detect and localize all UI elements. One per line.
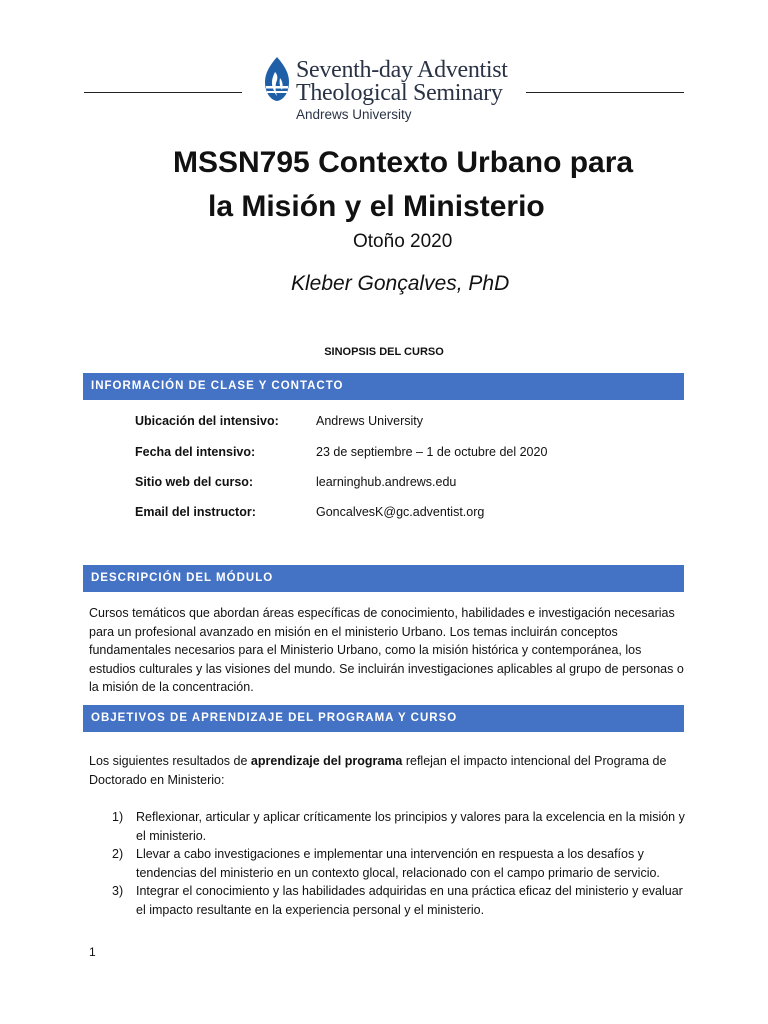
course-title-line2: la Misión y el Ministerio	[208, 190, 545, 223]
list-number: 3)	[112, 884, 124, 898]
list-number: 1)	[112, 810, 124, 824]
list-item	[112, 845, 692, 882]
objectives-intro-text: Los siguientes resultados de	[89, 754, 251, 768]
header-rule-left	[84, 92, 242, 93]
list-text: Reflexionar, articular y aplicar críticamente los principios y valores para la excelencia en la misión y el ministerio.	[136, 810, 685, 843]
course-website-link[interactable]: learninghub.andrews.edu	[316, 475, 457, 489]
objectives-intro-rest: reflejan el impacto intencional del Programa de Doctorado en Ministerio:	[89, 754, 667, 787]
list-item	[112, 882, 692, 919]
seminary-logo	[262, 56, 522, 126]
info-value: Andrews University	[316, 414, 423, 428]
section-bar-objectives: OBJETIVOS DE APRENDIZAJE DEL PROGRAMA Y CURSO	[83, 705, 684, 732]
list-text: Llevar a cabo investigaciones e implementar una intervención en respuesta a los desafíos y tendencias del ministerio en un contexto glocal, relacionado con el campo primario de servicio.	[136, 847, 660, 880]
objectives-intro-bold: aprendizaje del programa	[250, 754, 403, 768]
info-label: Fecha del intensivo:	[135, 445, 256, 459]
logo-line2: Theological Seminary	[296, 80, 503, 106]
info-label: Email del instructor:	[135, 505, 256, 519]
header-rule-right	[526, 92, 684, 93]
logo-line1: Seventh-day Adventist	[296, 57, 508, 83]
info-row-email	[135, 505, 695, 523]
info-row-location	[135, 414, 695, 432]
objectives-intro	[89, 752, 689, 789]
flame-icon	[262, 56, 292, 102]
info-row-date	[135, 445, 695, 463]
objectives-list	[112, 808, 692, 919]
info-label: Sitio web del curso:	[135, 475, 254, 489]
info-row-website	[135, 475, 695, 493]
list-item	[112, 808, 692, 845]
course-title-line1: MSSN795 Contexto Urbano para	[173, 146, 634, 179]
page-number: 1	[89, 945, 96, 959]
module-description: Cursos temáticos que abordan áreas específicas de conocimiento, habilidades e investigación necesarias para un profesional avanzado en misión en el ministerio Urbano. Los temas incluirán conceptos fundamentales necesarios para el Ministerio Urbano, como la misión histórica y contemporánea, los estudios culturales y las visiones del mundo. Se incluirán investigaciones aplicables al grupo de personas o la misión de la concentración.	[89, 606, 684, 694]
info-value: 23 de septiembre – 1 de octubre del 2020	[316, 445, 548, 459]
list-number: 2)	[112, 847, 124, 861]
section-bar-info: INFORMACIÓN DE CLASE Y CONTACTO	[83, 373, 684, 400]
term: Otoño 2020	[353, 231, 453, 252]
list-text: Integrar el conocimiento y las habilidades adquiridas en una práctica eficaz del ministerio y evaluar el impacto resultante en la experiencia personal y el ministerio.	[136, 884, 683, 917]
synopsis-heading: SINOPSIS DEL CURSO	[324, 346, 444, 358]
instructor-email-link[interactable]: GoncalvesK@gc.adventist.org	[316, 505, 485, 519]
instructor-name: Kleber Gonçalves, PhD	[291, 272, 510, 295]
info-label: Ubicación del intensivo:	[135, 414, 279, 428]
logo-line3: Andrews University	[296, 107, 412, 122]
section-bar-module: DESCRIPCIÓN DEL MÓDULO	[83, 565, 684, 592]
